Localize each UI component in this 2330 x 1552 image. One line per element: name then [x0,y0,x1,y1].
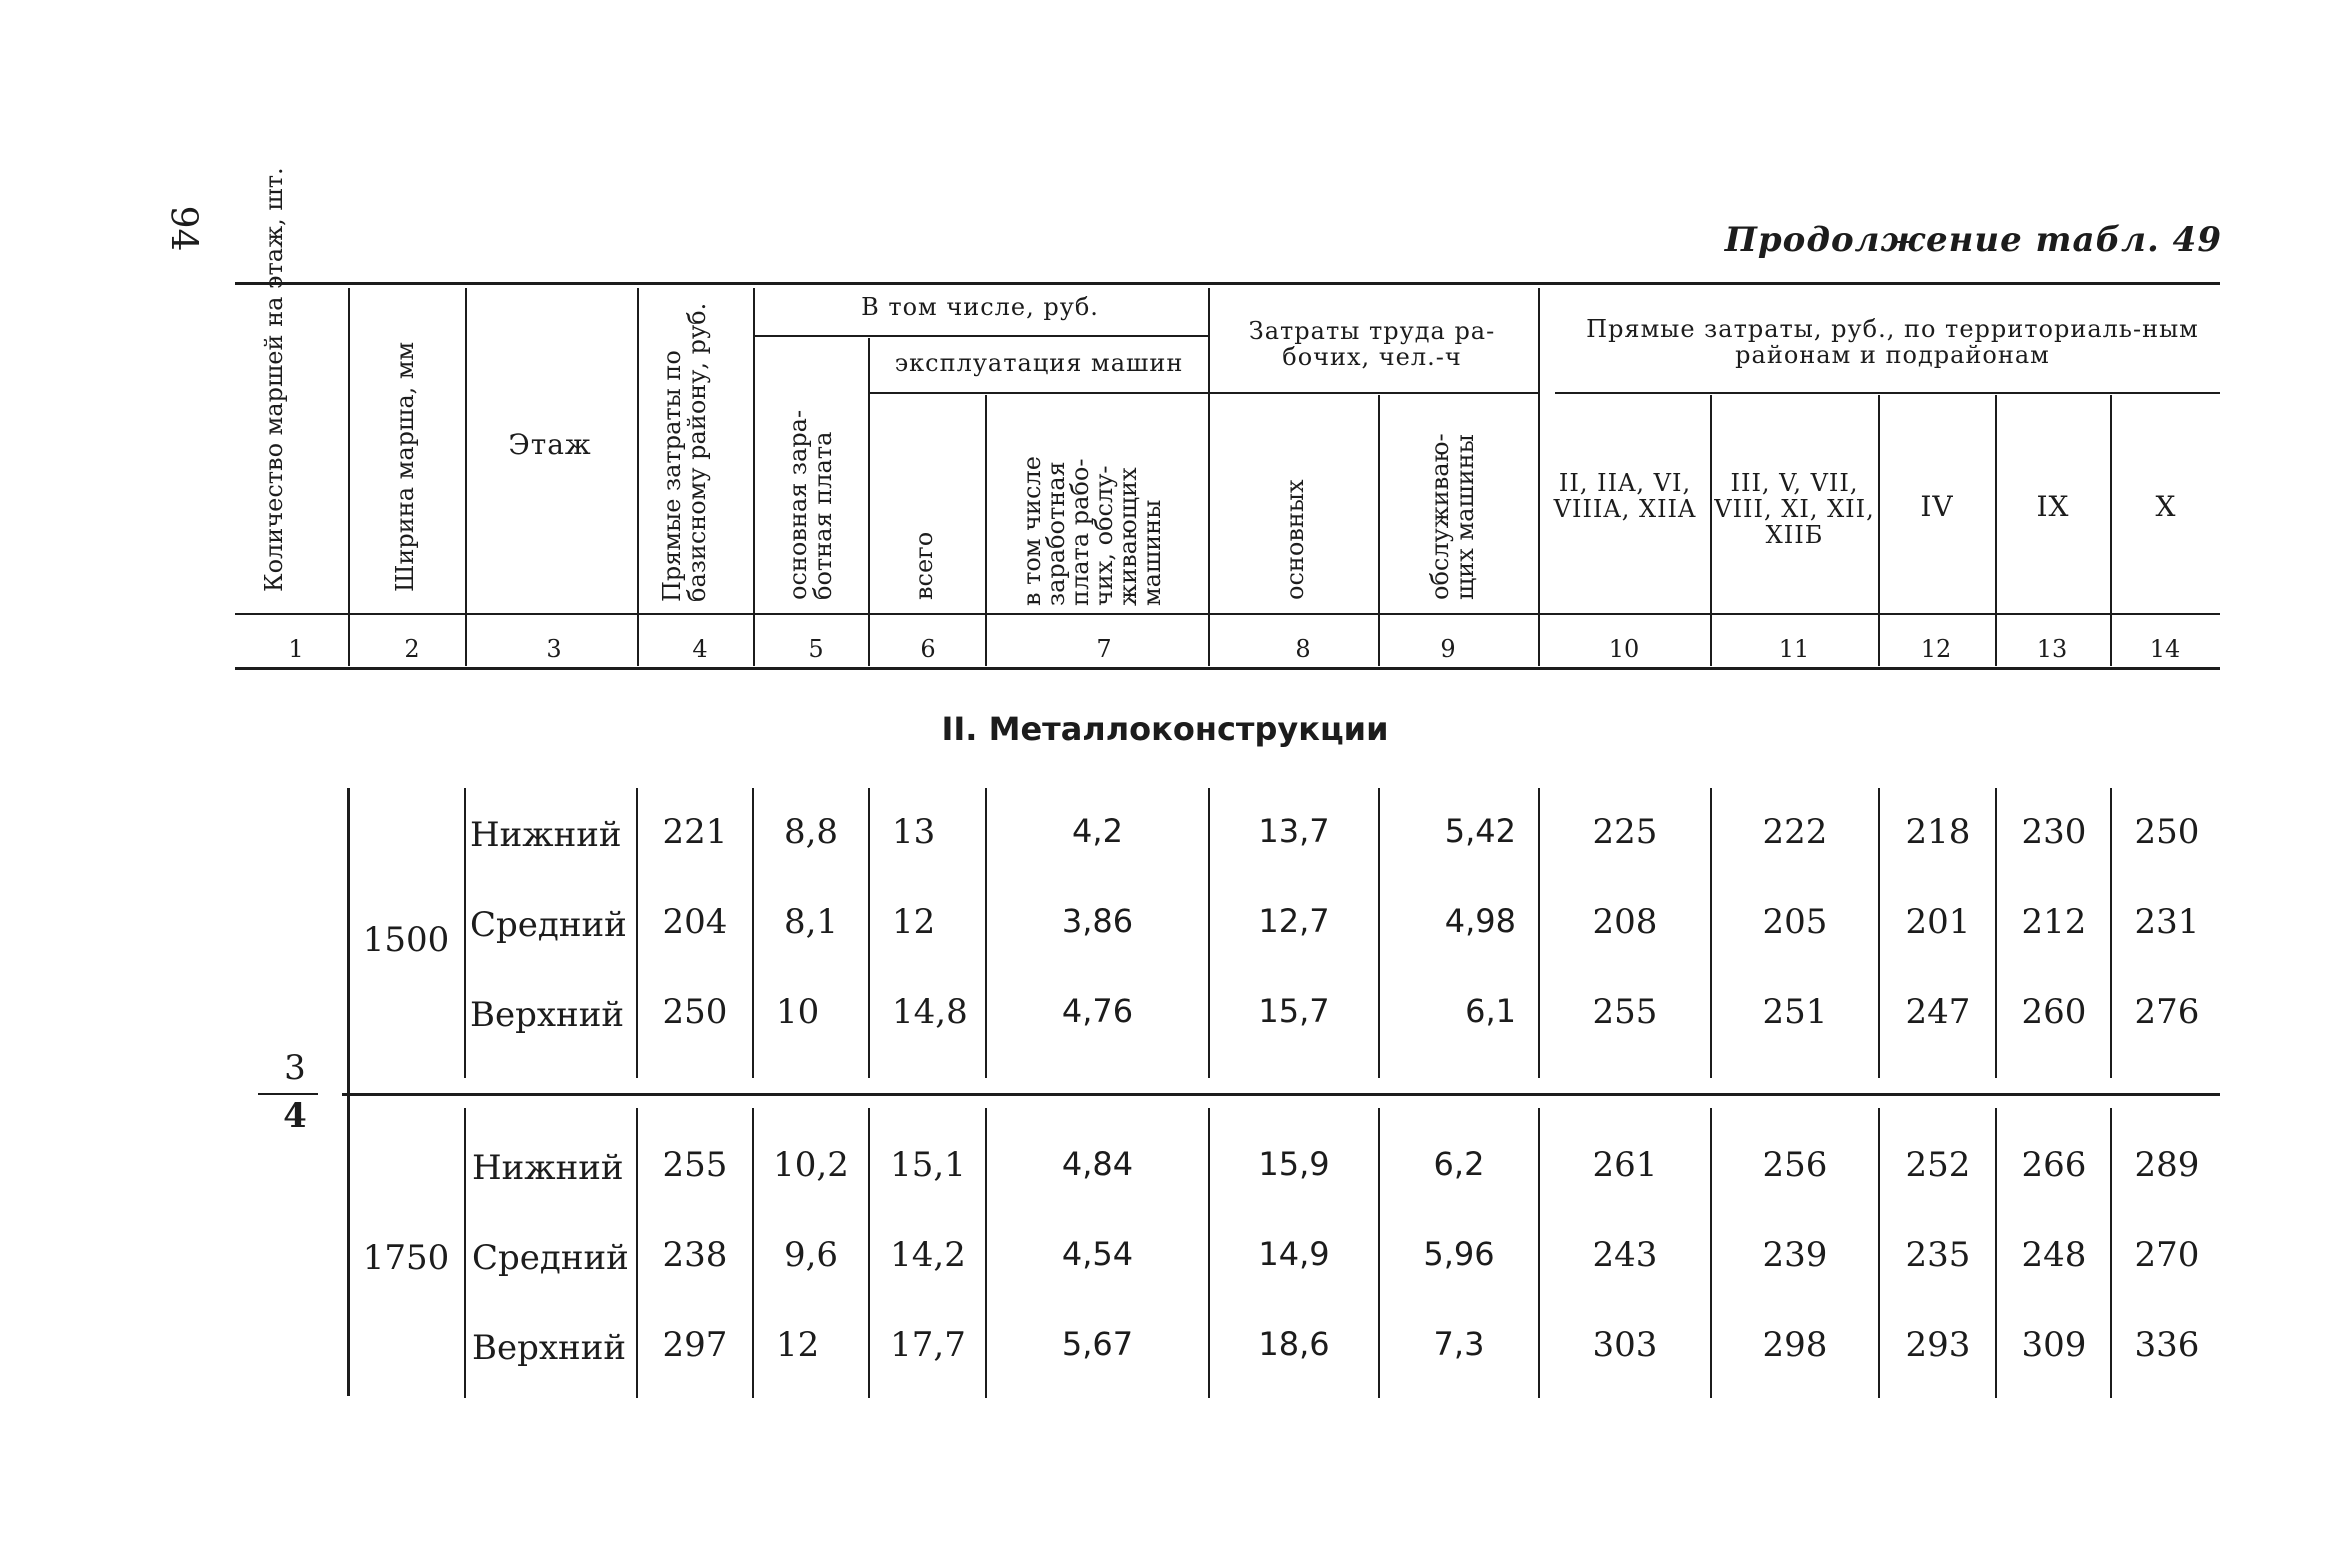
body-vrule [636,1108,638,1398]
table-cell: 14,9 [1258,1235,1330,1273]
column-number: 4 [692,635,708,663]
header-region-3: IV [1920,490,1954,523]
table-cell: 235 [1905,1235,1971,1275]
body-vrule [1710,788,1712,1078]
table-cell: 261 [1592,1145,1658,1185]
table-cell: 212 [2021,902,2087,942]
header-vrule [1378,395,1380,666]
body-vrule [868,788,870,1078]
marches-count-numerator: 3 [284,1048,306,1088]
table-cell: 13 [892,812,936,852]
header-machine-total: всего [910,531,938,600]
table-cell: 4,2 [1072,812,1123,850]
header-region-5: X [2155,490,2177,523]
header-vrule [868,338,870,666]
header-group-regions: Прямые затраты, руб., по территориаль-ным районам и подрайонам [1586,315,2199,369]
column-number: 12 [1920,635,1952,663]
body-vrule [1878,1108,1880,1398]
table-cell: 9,6 [783,1235,839,1275]
table-cell: 298 [1762,1325,1828,1365]
table-cell: 15,9 [1258,1145,1330,1183]
header-labor-subrule [1210,392,1538,394]
header-region-2: III, V, VII, VIII, XI, XII, XIIБ [1714,469,1875,549]
header-direct-costs-base: Прямые затраты по базисному району, руб. [658,302,711,602]
table-cell: 250 [2134,812,2200,852]
body-vrule [2110,1108,2112,1398]
column-number: 11 [1778,635,1810,663]
table-cell: 252 [1905,1145,1971,1185]
table-cell: 4,54 [1061,1235,1134,1273]
table-cell: 6,1 [1465,992,1516,1030]
table-cell: 6,2 [1433,1145,1485,1183]
table-cell: 10 [776,992,820,1032]
column-number: 9 [1440,635,1456,663]
body-vrule [464,1108,466,1398]
table-cell: 204 [662,902,728,942]
page-number: 94 [162,205,204,252]
table-cell: 255 [1592,992,1658,1032]
table-cell: 225 [1592,812,1658,852]
body-vrule [1710,1108,1712,1398]
table-cell: 231 [2134,902,2200,942]
table-cell: 205 [1762,902,1828,942]
floor-label: Нижний [472,1148,624,1188]
table-cell: 230 [2021,812,2087,852]
table-caption: Продолжение табл. 49 [1724,220,2222,260]
section-title: II. Металлоконструкции [941,710,1389,748]
table-cell: 15,7 [1258,992,1330,1030]
header-region-4: IX [2036,490,2070,523]
table-cell: 336 [2134,1325,2200,1365]
table-cell: 222 [1762,812,1828,852]
body-vrule [1208,1108,1210,1398]
body-vrule [347,788,350,1396]
fraction-bar [258,1093,318,1095]
table-cell: 201 [1905,902,1971,942]
header-march-width: Ширина марша, мм [391,341,419,592]
table-cell: 243 [1592,1235,1658,1275]
body-vrule [464,788,466,1078]
table-cell: 3,86 [1061,902,1134,940]
header-machine-wage: в том числе заработная плата рабо-чих, обслу-живающих машины [1018,456,1166,606]
group-separator-rule [342,1093,2220,1096]
header-vrule [1995,395,1997,666]
header-group-including: В том числе, руб. [861,293,1099,321]
table-cell: 5,67 [1061,1325,1134,1363]
header-vrule [753,288,755,666]
table-cell: 270 [2134,1235,2200,1275]
table-cell: 247 [1905,992,1971,1032]
body-vrule [752,1108,754,1398]
header-machine-subrule [870,392,1208,394]
header-group-machine-operation: эксплуатация машин [894,349,1184,377]
body-vrule [1208,788,1210,1078]
body-vrule [868,1108,870,1398]
table-cell: 309 [2021,1325,2087,1365]
table-cell: 276 [2134,992,2200,1032]
floor-label: Средний [470,905,627,945]
table-cell: 293 [1905,1325,1971,1365]
table-cell: 4,84 [1061,1145,1134,1183]
header-vrule [985,395,987,666]
header-labor-machine: обслуживаю-щих машины [1426,433,1479,600]
table-cell: 255 [662,1145,728,1185]
column-number: 14 [2149,635,2181,663]
table-cell: 250 [662,992,728,1032]
header-region-1: II, IIA, VI, VIIIA, XIIA [1553,469,1697,523]
body-vrule [1995,788,1997,1078]
table-cell: 12 [776,1325,820,1365]
table-cell: 13,7 [1258,812,1330,850]
table-cell: 248 [2021,1235,2087,1275]
body-vrule [636,788,638,1078]
table-cell: 4,76 [1061,992,1134,1030]
header-vrule [1208,288,1210,666]
marches-count-denominator: 4 [283,1096,307,1136]
header-incl-subrule [755,335,1208,337]
floor-label: Нижний [470,815,622,855]
body-vrule [1878,788,1880,1078]
floor-label: Средний [472,1238,629,1278]
header-vrule [1878,395,1880,666]
table-cell: 238 [662,1235,728,1275]
table-cell: 239 [1762,1235,1828,1275]
header-floor: Этаж [508,428,592,461]
table-cell: 8,8 [783,812,839,852]
column-numbers-rule [235,667,2220,670]
column-number: 3 [546,635,562,663]
header-vrule [2110,395,2112,666]
table-cell: 256 [1762,1145,1828,1185]
body-vrule [1538,788,1540,1078]
body-vrule [1995,1108,1997,1398]
column-number: 2 [404,635,420,663]
floor-label: Верхний [472,1328,627,1368]
column-number: 6 [920,635,936,663]
header-vrule [637,288,639,666]
table-cell: 221 [662,812,728,852]
body-vrule [1378,788,1380,1078]
table-cell: 260 [2021,992,2087,1032]
column-number: 7 [1096,635,1112,663]
header-group-labor: Затраты труда ра-бочих, чел.-ч [1248,317,1496,371]
body-vrule [752,788,754,1078]
table-cell: 10,2 [773,1145,849,1185]
header-base-wage: основная зара-ботная плата [784,409,837,600]
header-bottom-rule [235,613,2220,615]
table-cell: 5,42 [1444,812,1516,850]
table-cell: 17,7 [890,1325,966,1365]
table-cell: 8,1 [783,902,839,942]
header-marches-count: Количество маршей на этаж, шт. [260,167,288,592]
column-number: 13 [2036,635,2068,663]
table-cell: 218 [1905,812,1971,852]
table-cell: 12,7 [1258,902,1330,940]
table-cell: 7,3 [1433,1325,1485,1363]
column-number: 5 [808,635,824,663]
column-number: 8 [1295,635,1311,663]
table-cell: 14,2 [890,1235,966,1275]
table-cell: 14,8 [892,992,968,1032]
march-width-1500: 1500 [362,920,450,960]
table-cell: 208 [1592,902,1658,942]
body-vrule [985,788,987,1078]
table-cell: 18,6 [1258,1325,1330,1363]
body-vrule [985,1108,987,1398]
table-cell: 251 [1762,992,1828,1032]
table-cell: 303 [1592,1325,1658,1365]
table-cell: 289 [2134,1145,2200,1185]
header-vrule [348,288,350,666]
header-vrule [465,288,467,666]
march-width-1750: 1750 [362,1238,450,1278]
column-number: 10 [1608,635,1640,663]
table-cell: 12 [892,902,936,942]
table-cell: 4,98 [1444,902,1516,940]
table-cell: 266 [2021,1145,2087,1185]
header-labor-main: основных [1281,479,1309,600]
header-vrule [1538,288,1540,666]
body-vrule [1378,1108,1380,1398]
body-vrule [1538,1108,1540,1398]
table-cell: 15,1 [890,1145,966,1185]
table-cell: 297 [662,1325,728,1365]
header-regions-subrule [1555,392,2220,394]
body-vrule [2110,788,2112,1078]
column-number: 1 [288,635,304,663]
table-cell: 5,96 [1423,1235,1495,1273]
header-top-rule [235,282,2220,285]
floor-label: Верхний [470,995,625,1035]
